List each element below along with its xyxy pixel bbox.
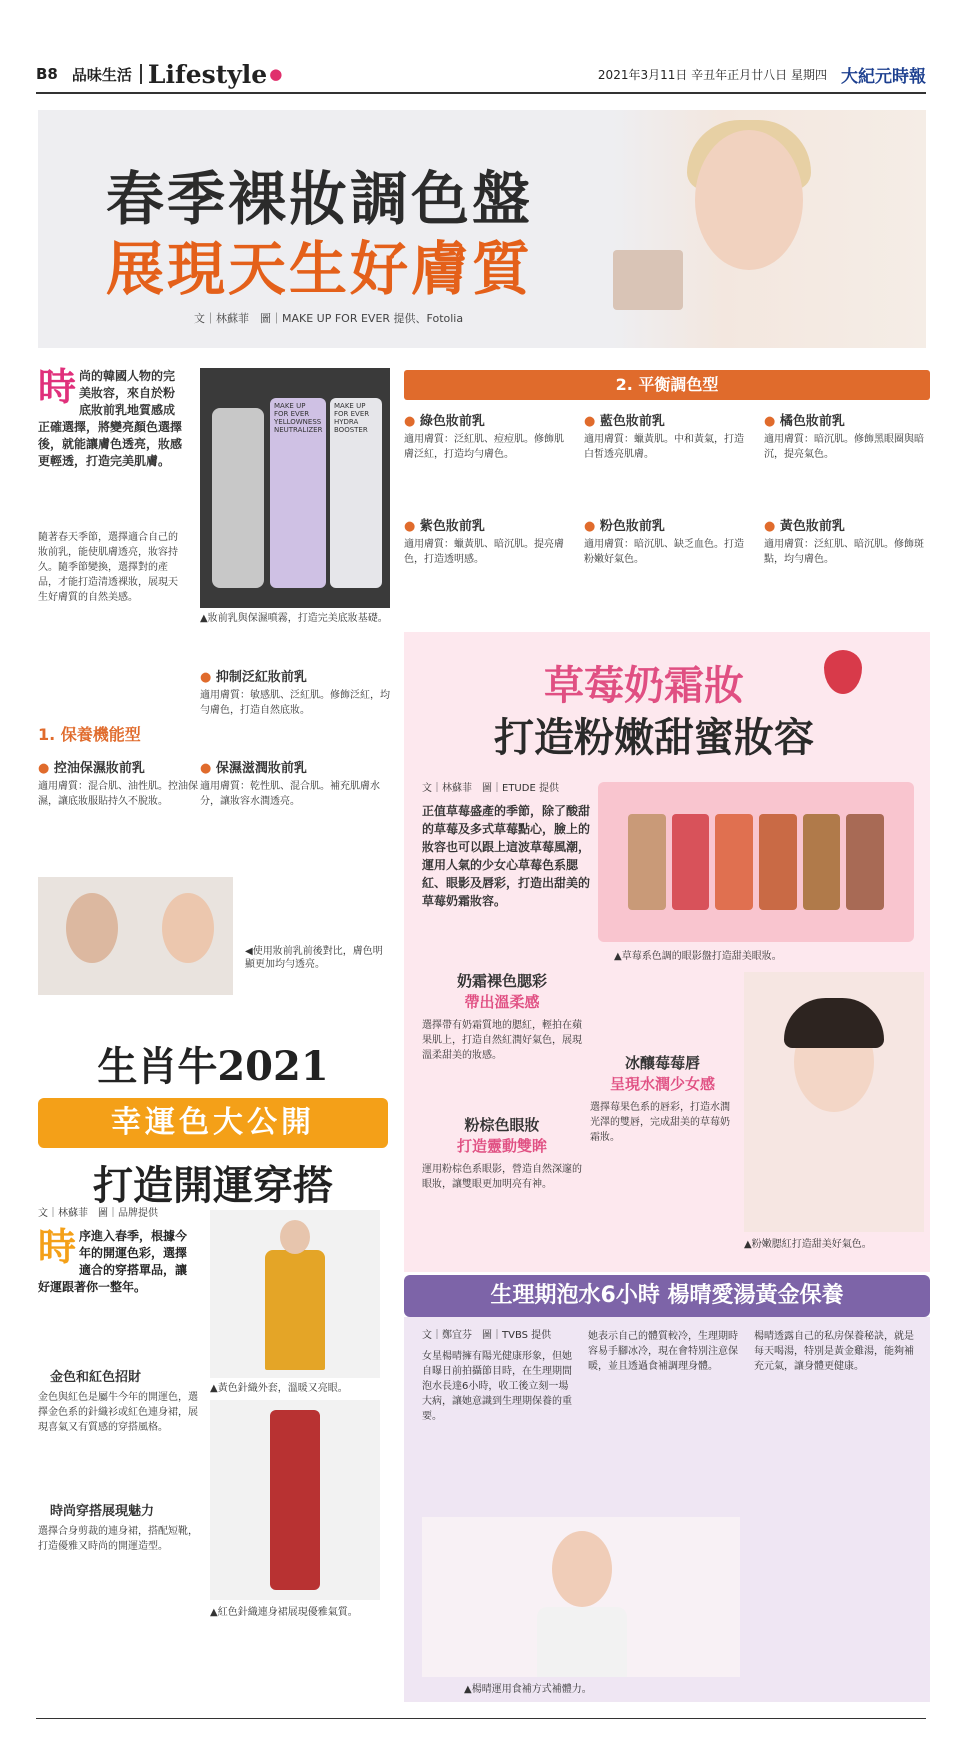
item-antired-head: ● 抑制泛紅妝前乳 xyxy=(200,670,307,685)
pink-primer-head: ● 粉色妝前乳 xyxy=(584,519,665,534)
pan-1 xyxy=(628,814,666,910)
blush-box: 奶霜裸色腮彩 帶出溫柔感 選擇帶有奶霜質地的腮紅，輕拍在蘋果肌上，打造自然紅潤好氣色，展現溫柔甜美的妝感。 xyxy=(422,972,582,1061)
compact-palette xyxy=(613,250,683,310)
section2-grid xyxy=(404,410,930,620)
item2-text: 適用膚質：乾性肌、混合肌。補充肌膚水分，讓妝容水潤透亮。 xyxy=(200,781,380,807)
model-photo xyxy=(744,972,924,1232)
lip-box: 冰釀莓莓唇 呈現水潤少女感 選擇莓果色系的唇彩，打造水潤光澤的雙唇，完成甜美的草莓奶霜妝。 xyxy=(590,1054,730,1143)
strawberry-title-2: 打造粉嫩甜蜜妝容 xyxy=(494,714,814,761)
ox-t2: 選擇合身剪裁的連身裙，搭配短靴，打造優雅又時尚的開運造型。 xyxy=(38,1526,198,1552)
blue-primer-head: ● 藍色妝前乳 xyxy=(584,414,665,429)
ox-t1: 金色與紅色是屬牛今年的開運色，選擇金色系的針織衫或紅色連身裙，展現喜氣又有質感的穿搭風格。 xyxy=(38,1392,198,1433)
ox-h2: 時尚穿搭展現魅力 xyxy=(50,1504,155,1519)
pan-5 xyxy=(803,814,841,910)
orange-primer-text: 適用膚質：暗沉肌。修飾黑眼圈與暗沉，提亮氣色。 xyxy=(764,434,924,460)
bullet-icon: ● xyxy=(200,761,216,776)
yang-qing-face xyxy=(552,1531,612,1607)
ox-title: 生肖牛2021 xyxy=(97,1043,329,1090)
ox-lead: 時序進入春季，根據今年的開運色彩，選擇適合的穿搭單品，讓好運跟著你一整年。 xyxy=(38,1224,188,1294)
lead-paragraph xyxy=(38,364,185,470)
bullet-icon: ● xyxy=(200,670,216,685)
header-rule xyxy=(36,92,926,94)
ox-cap1: ▲黃色針織外套，溫暖又亮眼。 xyxy=(210,1383,348,1394)
pan-6 xyxy=(846,814,884,910)
model-caption: ▲粉嫩腮紅打造甜美好氣色。 xyxy=(744,1239,872,1250)
strawberry-title-1: 草莓奶霜妝 xyxy=(544,662,744,709)
period-col3: 楊晴透露自己的私房保養秘訣，就是每天喝湯，特別是黃金雞湯，能夠補充元氣，讓身體更健康。 xyxy=(754,1331,914,1372)
yellow-jacket-photo xyxy=(210,1210,380,1378)
lead-text: 尚的韓國人物的完美妝容，來自於粉底妝前乳地質感成正確選擇，將變亮顏色選擇後，就能讓膚色透亮，妝感更輕透，打造完美肌膚。 xyxy=(38,369,183,468)
tube-brand: MAKE UP FOR EVER xyxy=(274,402,310,418)
item1-text: 適用膚質：混合肌、油性肌。控油保濕，讓底妝服貼持久不脫妝。 xyxy=(38,781,198,807)
product-photo xyxy=(200,368,390,608)
yellow-jacket-shape xyxy=(265,1250,325,1370)
yang-qing-top xyxy=(537,1607,627,1677)
lead-body: 隨著春天季節，選擇適合自己的妝前乳，能使肌膚透亮，妝容持久。隨季節變換，選擇對的產品，才能打造清透裸妝，展現天生好膚質的自然美感。 xyxy=(38,532,178,603)
strawberry-icon xyxy=(824,650,862,694)
period-col2: 她表示自己的體質較冷，生理期時容易手腳冰冷，現在會特別注意保暖，並且透過食補調理身體。 xyxy=(588,1331,738,1372)
yellow-primer-head: ● 黃色妝前乳 xyxy=(764,519,845,534)
tube-label-2: HYDRA BOOSTER xyxy=(334,418,368,434)
item2-head: ● 保濕滋潤妝前乳 xyxy=(200,761,307,776)
pink-dot-icon: ● xyxy=(269,65,283,83)
banner xyxy=(38,110,926,348)
section-name: 品味生活 xyxy=(71,65,132,84)
ox-section xyxy=(38,1035,388,1211)
palette-caption: ▲草莓系色調的眼影盤打造甜美眼妝。 xyxy=(614,951,782,962)
face-caption: ◀使用妝前乳前後對比，膚色明顯更加均勻透亮。 xyxy=(245,946,383,970)
newspaper-name: 大紀元時報 xyxy=(841,66,926,87)
red-dress-photo xyxy=(210,1400,380,1600)
ox-bar: 幸運色大公開 xyxy=(38,1098,388,1148)
ox-cap2: ▲紅色針織連身裙展現優雅氣質。 xyxy=(210,1607,358,1618)
pink-primer-text: 適用膚質：暗沉肌、缺乏血色。打造粉嫩好氣色。 xyxy=(584,539,744,565)
pan-2 xyxy=(672,814,710,910)
section2-title-bar: 2. 平衡調色型 xyxy=(404,370,930,400)
ox-h1: 金色和紅色招財 xyxy=(50,1370,142,1385)
pan-4 xyxy=(759,814,797,910)
issue-date: 2021年3月11日 辛丑年正月廿八日 星期四 xyxy=(597,67,827,82)
tube-white xyxy=(330,398,382,588)
yellow-primer-text: 適用膚質：泛紅肌、暗沉肌。修飾斑點，均勻膚色。 xyxy=(764,539,924,565)
purple-primer-head: ● 紫色妝前乳 xyxy=(404,519,485,534)
orange-primer-head: ● 橘色妝前乳 xyxy=(764,414,845,429)
page-header xyxy=(36,60,926,88)
eyeshadow-palette xyxy=(598,782,914,942)
banner-credit: 文｜林蘇菲 圖｜MAKE UP FOR EVER 提供、Fotolia xyxy=(194,312,464,325)
blue-primer-text: 適用膚質：蠟黃肌。中和黃氣，打造白皙透亮肌膚。 xyxy=(584,434,744,460)
face-shape xyxy=(695,130,803,270)
period-title-bar: 生理期泡水6小時 楊晴愛湯黃金保養 xyxy=(404,1275,930,1317)
tube-purple xyxy=(270,398,326,588)
strawberry-credit: 文｜林蘇菲 圖｜ETUDE 提供 xyxy=(422,783,559,794)
eye-box: 粉棕色眼妝 打造靈動雙眸 運用粉棕色系眼影，營造自然深邃的眼妝，讓雙眼更加明亮有神。 xyxy=(422,1116,582,1190)
banner-title-2: 展現天生好膚質 xyxy=(106,235,534,303)
green-primer-text: 適用膚質：泛紅肌、痘痘肌。修飾肌膚泛紅，打造均勻膚色。 xyxy=(404,434,564,460)
section1-title: 1. 保養機能型 xyxy=(38,725,141,744)
period-photo xyxy=(422,1517,740,1677)
red-dress-shape xyxy=(270,1410,320,1590)
face-after xyxy=(162,893,214,963)
footer-rule xyxy=(36,1718,926,1719)
page-number: B8 xyxy=(36,65,58,83)
ox-credit: 文｜林蘇菲 圖｜品牌提供 xyxy=(38,1208,158,1219)
pan-3 xyxy=(715,814,753,910)
model-hair xyxy=(784,998,884,1048)
banner-photo xyxy=(613,110,926,348)
product-caption: ▲妝前乳與保濕噴霧，打造完美底妝基礎。 xyxy=(200,613,388,624)
dropcap: 時 xyxy=(38,364,77,409)
ox-subtitle: 打造開運穿搭 xyxy=(93,1162,333,1209)
face-before xyxy=(66,893,118,963)
face-comparison-photo xyxy=(38,877,233,995)
period-section xyxy=(404,1317,930,1702)
period-caption: ▲楊晴運用食補方式補體力。 xyxy=(464,1684,592,1695)
period-col1: 女星楊晴擁有陽光健康形象，但她自曝日前拍攝節目時，在生理期間泡水長達6小時，收工後立刻一場大病，讓她意識到生理期保養的重要。 xyxy=(422,1351,572,1422)
banner-title-1: 春季裸妝調色盤 xyxy=(106,165,534,233)
strawberry-intro: 正值草莓盛產的季節，除了酸甜的草莓及多式草莓點心，臉上的妝容也可以跟上這波草莓風潮，運用人氣的少女心草莓色系腮紅、眼影及唇彩，打造出甜美的草莓奶霜妝容。 xyxy=(422,804,591,908)
tube-brand-2: MAKE UP FOR EVER xyxy=(334,402,370,418)
jacket-model-head xyxy=(280,1220,310,1254)
tube-label-1: YELLOWNESS NEUTRALIZER xyxy=(274,418,323,434)
section-name-en: Lifestyle xyxy=(147,59,268,89)
period-credit: 文｜鄭宜芬 圖｜TVBS 提供 xyxy=(422,1330,552,1341)
divider xyxy=(140,64,142,84)
bullet-icon: ● xyxy=(38,761,54,776)
spray-bottle xyxy=(212,408,264,588)
item1-head: ● 控油保濕妝前乳 xyxy=(38,761,145,776)
item-antired-text: 適用膚質：敏感肌、泛紅肌。修飾泛紅，均勻膚色，打造自然底妝。 xyxy=(200,690,390,716)
strawberry-section xyxy=(404,632,930,1272)
green-primer-head: ● 綠色妝前乳 xyxy=(404,414,485,429)
purple-primer-text: 適用膚質：蠟黃肌、暗沉肌。提亮膚色，打造透明感。 xyxy=(404,539,564,565)
